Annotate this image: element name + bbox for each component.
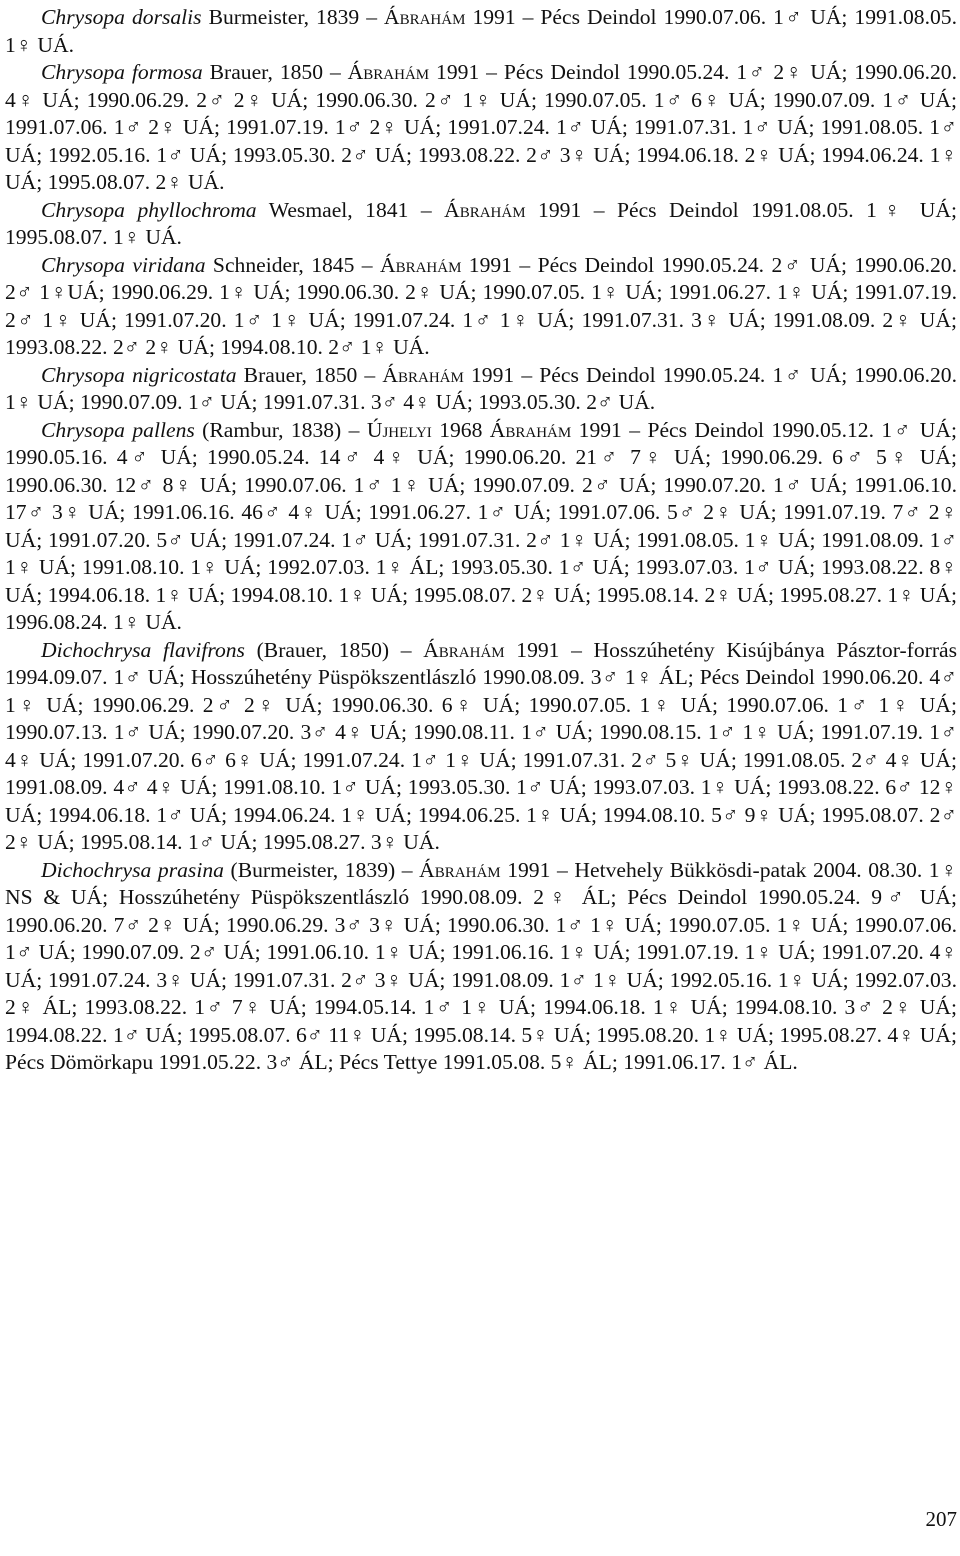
literature-reference: Ábrahám	[444, 197, 526, 222]
literature-reference: Ábrahám	[379, 252, 462, 277]
literature-reference: Ábrahám	[347, 60, 430, 84]
species-author: Brauer, 1850 –	[236, 362, 383, 387]
literature-reference-year: 1968	[431, 417, 490, 442]
species-author: Burmeister, 1839 –	[201, 5, 384, 29]
species-name: Chrysopa pallens	[41, 417, 195, 442]
species-entry	[5, 857, 957, 1077]
species-entry	[5, 362, 957, 417]
species-name: Chrysopa formosa	[41, 60, 203, 84]
literature-reference: Újhelyi	[366, 417, 432, 442]
literature-reference: Ábrahám	[423, 637, 505, 662]
species-records: 1991 – Pécs Deindol 1991.08.05. 1♀ UÁ; 1995.08.07. 1♀ UÁ.	[5, 197, 957, 249]
species-entry	[5, 637, 957, 857]
species-records: 1991 – Pécs Deindol 1990.05.12. 1♂ UÁ; 1990.05.16. 4♂ UÁ; 1990.05.24. 14♂ 4♀ UÁ; 1990.06.20. 21♂ 7♀ UÁ; 1990.06.29. 6♂ 5♀ UÁ; 1990.06.30. 12♂ 8♀ UÁ; 1990.07.06. 1♂ 1♀ UÁ; 1990.07.09. 2♂ UÁ; 1990.07.20. 1♂ UÁ; 1991.06.10. 17♂ 3♀ UÁ; 1991.06.16. 46♂ 4♀ UÁ; 1991.06.27. 1♂ UÁ; 1991.07.06. 5♂ 2♀ UÁ; 1991.07.19. 7♂ 2♀ UÁ; 1991.07.20. 5♂ UÁ; 1991.07.24. 1♂ UÁ; 1991.07.31. 2♂ 1♀ UÁ; 1991.08.05. 1♀ UÁ; 1991.08.09. 1♂ 1♀ UÁ; 1991.08.10. 1♀ UÁ; 1992.07.03. 1♀ ÁL; 1993.05.30. 1♂ UÁ; 1993.07.03. 1♂ UÁ; 1993.08.22. 8♀ UÁ; 1994.06.18. 1♀ UÁ; 1994.08.10. 1♀ UÁ; 1995.08.07. 2♀ UÁ; 1995.08.14. 2♀ UÁ; 1995.08.27. 1♀ UÁ; 1996.08.24. 1♀ UÁ.	[5, 417, 957, 634]
species-entry	[5, 197, 957, 252]
species-records: 1991 – Pécs Deindol 1990.07.06. 1♂ UÁ; 1991.08.05. 1♀ UÁ.	[5, 5, 957, 57]
literature-reference: Ábrahám	[382, 362, 464, 387]
species-entry	[5, 417, 957, 637]
page-number: 207	[925, 1507, 957, 1531]
species-name: Chrysopa dorsalis	[41, 5, 202, 29]
document-body	[5, 4, 957, 1077]
species-author: (Burmeister, 1839) –	[223, 857, 420, 882]
literature-reference: Ábrahám	[384, 5, 466, 29]
species-records: 1991 – Hetvehely Bükkösdi-patak 2004. 08.30. 1♀ NS & UÁ; Hosszúhetény Püspökszentlászló 1990.08.09. 2♀ ÁL; Pécs Deindol 1990.05.24. 9♂ UÁ; 1990.06.20. 7♂ 2♀ UÁ; 1990.06.29. 3♂ 3♀ UÁ; 1990.06.30. 1♂ 1♀ UÁ; 1990.07.05. 1♀ UÁ; 1990.07.06. 1♂ UÁ; 1990.07.09. 2♂ UÁ; 1991.06.10. 1♀ UÁ; 1991.06.16. 1♀ UÁ; 1991.07.19. 1♀ UÁ; 1991.07.20. 4♀ UÁ; 1991.07.24. 3♀ UÁ; 1991.07.31. 2♂ 3♀ UÁ; 1991.08.09. 1♂ 1♀ UÁ; 1992.05.16. 1♀ UÁ; 1992.07.03. 2♀ ÁL; 1993.08.22. 1♂ 7♀ UÁ; 1994.05.14. 1♂ 1♀ UÁ; 1994.06.18. 1♀ UÁ; 1994.08.10. 3♂ 2♀ UÁ; 1994.08.22. 1♂ UÁ; 1995.08.07. 6♂ 11♀ UÁ; 1995.08.14. 5♀ UÁ; 1995.08.20. 1♀ UÁ; 1995.08.27. 4♀ UÁ; Pécs Dömörkapu 1991.05.22. 3♂ ÁL; Pécs Tettye 1991.05.08. 5♀ ÁL; 1991.06.17. 1♂ ÁL.	[5, 857, 957, 1074]
species-records: 1991 – Hosszúhetény Kisújbánya Pásztor-forrás 1994.09.07. 1♂ UÁ; Hosszúhetény Püspökszentlászló 1990.08.09. 3♂ 1♀ ÁL; Pécs Deindol 1990.06.20. 4♂ 1♀ UÁ; 1990.06.29. 2♂ 2♀ UÁ; 1990.06.30. 6♀ UÁ; 1990.07.05. 1♀ UÁ; 1990.07.06. 1♂ 1♀ UÁ; 1990.07.13. 1♂ UÁ; 1990.07.20. 3♂ 4♀ UÁ; 1990.08.11. 1♂ UÁ; 1990.08.15. 1♂ 1♀ UÁ; 1991.07.19. 1♂ 4♀ UÁ; 1991.07.20. 6♂ 6♀ UÁ; 1991.07.24. 1♂ 1♀ UÁ; 1991.07.31. 2♂ 5♀ UÁ; 1991.08.05. 2♂ 4♀ UÁ; 1991.08.09. 4♂ 4♀ UÁ; 1991.08.10. 1♂ UÁ; 1993.05.30. 1♂ UÁ; 1993.07.03. 1♀ UÁ; 1993.08.22. 6♂ 12♀ UÁ; 1994.06.18. 1♂ UÁ; 1994.06.24. 1♀ UÁ; 1994.06.25. 1♀ UÁ; 1994.08.10. 5♂ 9♀ UÁ; 1995.08.07. 2♂ 2♀ UÁ; 1995.08.14. 1♂ UÁ; 1995.08.27. 3♀ UÁ.	[5, 637, 958, 854]
literature-reference: Ábrahám	[419, 857, 501, 882]
species-author: Wesmael, 1841 –	[256, 197, 445, 222]
species-records: 1991 – Pécs Deindol 1990.05.24. 1♂ 2♀ UÁ; 1990.06.20. 4♀ UÁ; 1990.06.29. 2♂ 2♀ UÁ; 1990.06.30. 2♂ 1♀ UÁ; 1990.07.05. 1♂ 6♀ UÁ; 1990.07.09. 1♂ UÁ; 1991.07.06. 1♂ 2♀ UÁ; 1991.07.19. 1♂ 2♀ UÁ; 1991.07.24. 1♂ UÁ; 1991.07.31. 1♂ UÁ; 1991.08.05. 1♂ UÁ; 1992.05.16. 1♂ UÁ; 1993.05.30. 2♂ UÁ; 1993.08.22. 2♂ 3♀ UÁ; 1994.06.18. 2♀ UÁ; 1994.06.24. 1♀ UÁ; 1995.08.07. 2♀ UÁ.	[5, 60, 957, 194]
species-entry	[5, 4, 957, 59]
species-records: 1991 – Pécs Deindol 1990.05.24. 2♂ UÁ; 1990.06.20. 2♂ 1♀UÁ; 1990.06.29. 1♀ UÁ; 1990.06.30. 2♀ UÁ; 1990.07.05. 1♀ UÁ; 1991.06.27. 1♀ UÁ; 1991.07.19. 2♂ 1♀ UÁ; 1991.07.20. 1♂ 1♀ UÁ; 1991.07.24. 1♂ 1♀ UÁ; 1991.07.31. 3♀ UÁ; 1991.08.09. 2♀ UÁ; 1993.08.22. 2♂ 2♀ UÁ; 1994.08.10. 2♂ 1♀ UÁ.	[5, 252, 957, 359]
species-name: Dichochrysa prasina	[41, 857, 224, 882]
species-records: 1991 – Pécs Deindol 1990.05.24. 1♂ UÁ; 1990.06.20. 1♀ UÁ; 1990.07.09. 1♂ UÁ; 1991.07.31. 3♂ 4♀ UÁ; 1993.05.30. 2♂ UÁ.	[5, 362, 957, 414]
species-name: Chrysopa viridana	[41, 252, 206, 277]
literature-reference: Ábrahám	[489, 417, 572, 442]
species-name: Chrysopa phyllochroma	[41, 197, 257, 222]
species-author: (Brauer, 1850) –	[244, 637, 424, 662]
species-entry	[5, 252, 957, 362]
species-name: Chrysopa nigricostata	[41, 362, 237, 387]
species-author: Schneider, 1845 –	[205, 252, 380, 277]
species-author: Brauer, 1850 –	[202, 60, 348, 84]
species-entry	[5, 59, 957, 197]
species-author: (Rambur, 1838) –	[194, 417, 367, 442]
species-name: Dichochrysa flavifrons	[41, 637, 245, 662]
